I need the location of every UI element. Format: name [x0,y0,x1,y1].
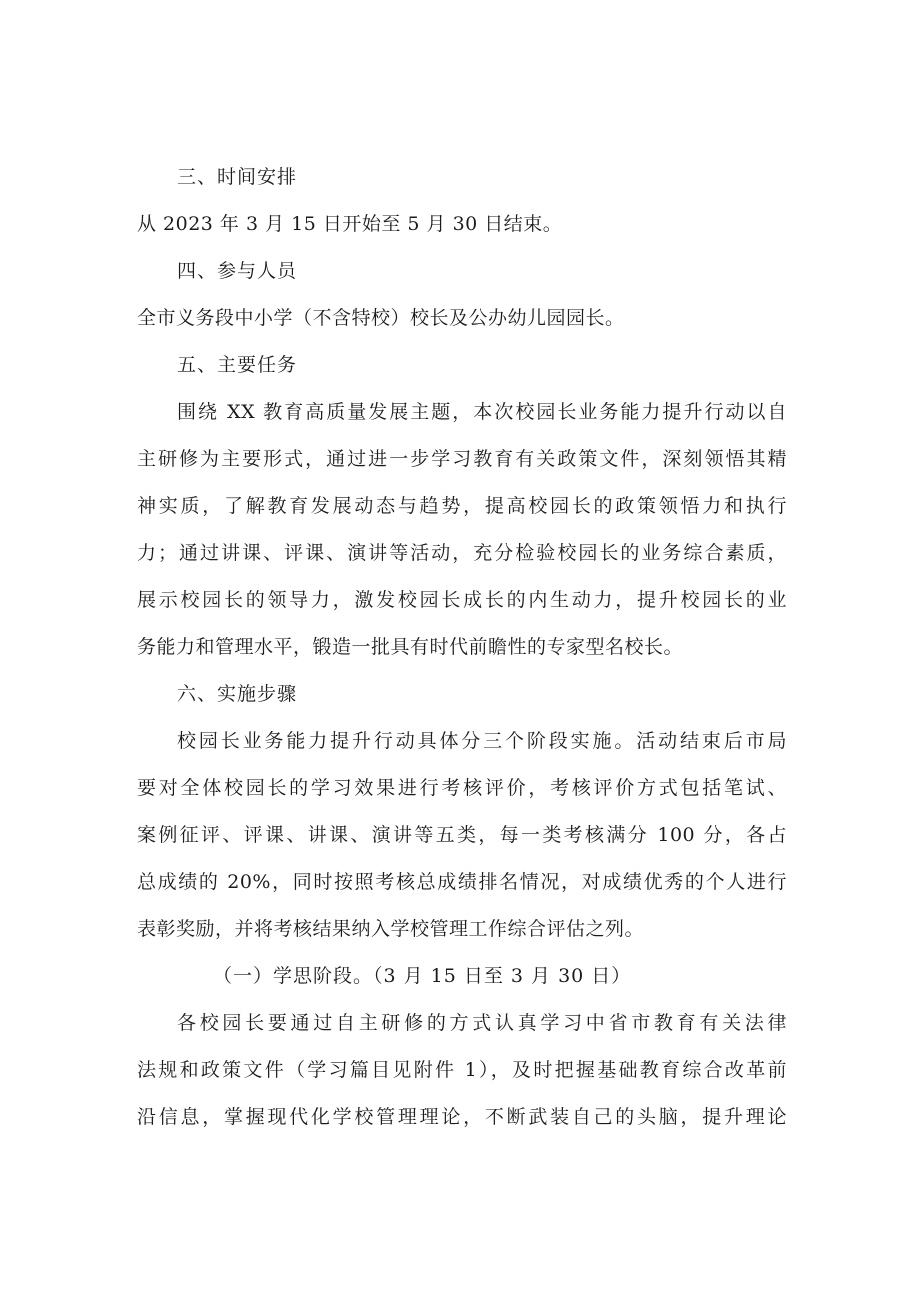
heading-implementation-steps: 六、实施步骤 [177,683,298,705]
paragraph-tasks-line-2: 主研修为主要形式，通过进一步学习教育有关政策文件，深刻领悟其精 [137,448,787,470]
paragraph-time-line-1: 从 2023 年 3 月 15 日开始至 5 月 30 日结束。 [137,213,563,235]
heading-participants: 四、参与人员 [177,260,298,282]
paragraph-phase-study-line-2: 法规和政策文件（学习篇目见附件 1），及时把握基础教育综合改革前 [137,1059,787,1081]
paragraph-tasks-line-3: 神实质，了解教育发展动态与趋势，提高校园长的政策领悟力和执行 [137,495,787,517]
paragraph-steps-line-2: 要对全体校园长的学习效果进行考核评价，考核评价方式包括笔试、 [137,777,787,799]
heading-main-tasks: 五、主要任务 [177,354,298,376]
heading-phase-study: （一）学思阶段。（3 月 15 日至 3 月 30 日） [213,965,632,987]
paragraph-steps-line-4: 总成绩的 20%，同时按照考核总成绩排名情况，对成绩优秀的个人进行 [137,871,787,893]
paragraph-participants-line-1: 全市义务段中小学（不含特校）校长及公办幼儿园园长。 [137,307,625,329]
paragraph-tasks-line-6: 务能力和管理水平，锻造一批具有时代前瞻性的专家型名校长。 [137,636,684,658]
heading-time-arrangement: 三、时间安排 [177,166,298,188]
paragraph-phase-study-line-3: 沿信息，掌握现代化学校管理理论，不断武装自己的头脑，提升理论 [137,1106,787,1128]
paragraph-steps-line-1: 校园长业务能力提升行动具体分三个阶段实施。活动结束后市局 [177,730,787,752]
paragraph-tasks-line-1: 围绕 XX 教育高质量发展主题，本次校园长业务能力提升行动以自 [177,401,787,423]
paragraph-tasks-line-5: 展示校园长的领导力，激发校园长成长的内生动力，提升校园长的业 [137,589,787,611]
paragraph-steps-line-3: 案例征评、评课、讲课、演讲等五类，每一类考核满分 100 分，各占 [137,824,787,846]
paragraph-tasks-line-4: 力；通过讲课、评课、演讲等活动，充分检验校园长的业务综合素质， [137,542,787,564]
document-body [137,154,787,1141]
paragraph-steps-line-5: 表彰奖励，并将考核结果纳入学校管理工作综合评估之列。 [137,918,645,940]
paragraph-phase-study-line-1: 各校园长要通过自主研修的方式认真学习中省市教育有关法律 [177,1012,787,1034]
